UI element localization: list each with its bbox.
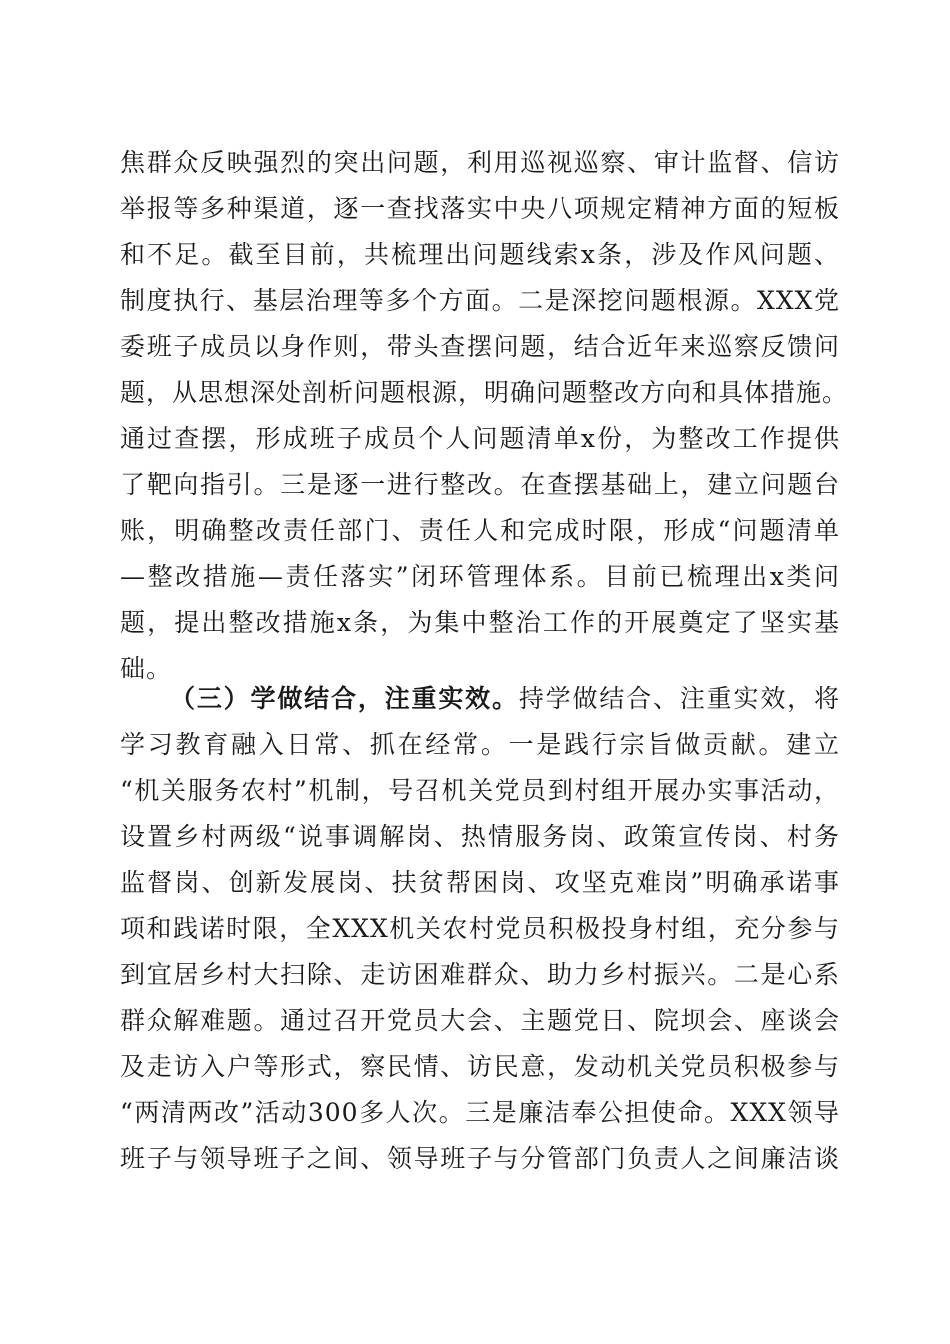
text-line: 制度执行、基层治理等多个方面。二是深挖问题根源。XXX党 bbox=[120, 286, 840, 315]
text-line: 和不足。截至目前，共梳理出问题线索x条，涉及作风问题、 bbox=[120, 240, 840, 269]
text-line: 班子与领导班子之间、领导班子与分管部门负责人之间廉洁谈 bbox=[120, 1144, 840, 1173]
text-line: “机关服务农村”机制，号召机关党员到村组开展办实事活动， bbox=[120, 776, 840, 805]
text-line: 题，从思想深处剖析问题根源，明确问题整改方向和具体措施。 bbox=[120, 378, 849, 407]
text-line: 学习教育融入日常、抓在经常。一是践行宗旨做贡献。建立 bbox=[120, 730, 840, 759]
section-3-first-line-text: 持学做结合、注重实效，将 bbox=[518, 684, 840, 713]
text-line: —整改措施—责任落实”闭环管理体系。目前已梳理出x类问 bbox=[120, 562, 840, 591]
text-line: 础。 bbox=[120, 654, 173, 683]
text-line: 了靶向指引。三是逐一进行整改。在查摆基础上，建立问题台 bbox=[120, 470, 840, 499]
text-line: 焦群众反映强烈的突出问题，利用巡视巡察、审计监督、信访 bbox=[120, 148, 840, 177]
text-line: 监督岗、创新发展岗、扶贫帮困岗、攻坚克难岗”明确承诺事 bbox=[120, 868, 840, 897]
section-3-first-line bbox=[120, 676, 840, 722]
paragraph-continuation bbox=[120, 140, 849, 692]
paragraph-section-3 bbox=[120, 676, 840, 1182]
text-line: 题，提出整改措施x条，为集中整治工作的开展奠定了坚实基 bbox=[120, 608, 840, 637]
text-line: 设置乡村两级“说事调解岗、热情服务岗、政策宣传岗、村务 bbox=[120, 822, 840, 851]
section-3-heading: （三）学做结合，注重实效。 bbox=[170, 684, 519, 713]
text-line: “两清两改”活动300多人次。三是廉洁奉公担使命。XXX领导 bbox=[120, 1098, 840, 1127]
text-line: 举报等多种渠道，逐一查找落实中央八项规定精神方面的短板 bbox=[120, 194, 840, 223]
text-line: 项和践诺时限，全XXX机关农村党员积极投身村组，充分参与 bbox=[120, 914, 840, 943]
text-line: 群众解难题。通过召开党员大会、主题党日、院坝会、座谈会 bbox=[120, 1006, 840, 1035]
text-line: 账，明确整改责任部门、责任人和完成时限，形成“问题清单 bbox=[120, 516, 840, 545]
text-line: 到宜居乡村大扫除、走访困难群众、助力乡村振兴。二是心系 bbox=[120, 960, 840, 989]
text-line: 通过查摆，形成班子成员个人问题清单x份，为整改工作提供 bbox=[120, 424, 840, 453]
text-line: 委班子成员以身作则，带头查摆问题，结合近年来巡察反馈问 bbox=[120, 332, 840, 361]
text-line: 及走访入户等形式，察民情、访民意，发动机关党员积极参与 bbox=[120, 1052, 840, 1081]
